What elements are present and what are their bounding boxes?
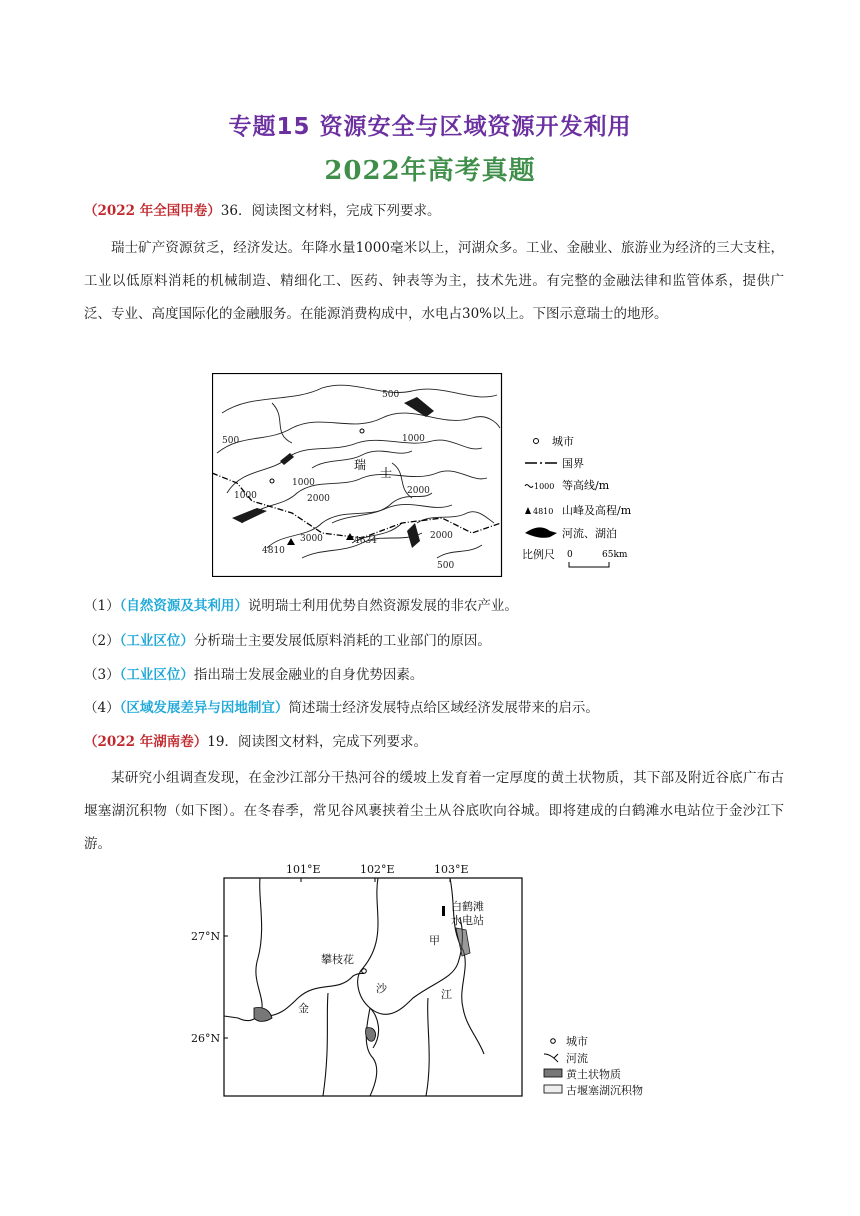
map-frame <box>213 374 502 577</box>
legend-city: 城市 <box>552 435 574 448</box>
latitude-label: 27°N <box>191 930 221 943</box>
legend-scale-end: 65km <box>602 550 628 560</box>
river-icon <box>544 1054 558 1062</box>
latitude-label: 26°N <box>191 1032 221 1045</box>
longitude-label: 102°E <box>360 863 395 876</box>
contour-label: 1000 <box>292 478 315 488</box>
map-legend <box>544 1035 643 1097</box>
station-label: 白鹤滩 <box>451 900 484 913</box>
contour-label: 2000 <box>430 531 453 541</box>
scale-bar <box>569 562 609 567</box>
legend-border: 国界 <box>562 457 584 470</box>
longitude-label: 101°E <box>286 863 321 876</box>
contour-label: 500 <box>382 390 400 400</box>
city-icon <box>362 969 367 974</box>
contour-label: 3000 <box>300 534 323 544</box>
contour-label: 1000 <box>402 434 425 444</box>
lake-sediment-icon <box>544 1085 562 1093</box>
city-icon <box>551 1039 556 1044</box>
legend-city: 城市 <box>566 1035 588 1048</box>
question-2-stem: 19．阅读图文材料，完成下列要求。 <box>207 734 427 750</box>
map-legend <box>522 435 632 567</box>
point-jia-label: 甲 <box>429 934 440 947</box>
water-icon <box>525 527 557 537</box>
contour-label: 1000 <box>234 491 257 501</box>
peak-elevation: 4810 <box>262 546 285 556</box>
legend-lake-sediment: 古堰塞湖沉积物 <box>566 1084 643 1097</box>
contour-label: 500 <box>437 561 455 571</box>
switzerland-terrain-map <box>212 373 672 577</box>
legend-river: 河流 <box>566 1052 588 1065</box>
legend-water: 河流、湖泊 <box>562 527 617 540</box>
river-label: 江 <box>441 988 452 1001</box>
loess-icon <box>544 1069 562 1077</box>
contour-icon <box>525 485 533 488</box>
question-1-material: 瑞士矿产资源贫乏，经济发达。年降水量1000毫米以上，河湖众多。工业、金融业、旅游业为经济的三大支柱，工业以低原料消耗的机械制造、精细化工、医药、钟表等为主，技术先进。有完整的金融法律和监管体系，提供广泛、专业、高度国际化的金融服务。在能源消费构成中，水电占30%以上。下图示意瑞士的地形。 <box>84 240 784 322</box>
peak-elevation: 4634 <box>354 536 377 546</box>
river-label: 金 <box>298 1002 309 1015</box>
jinsha-river-map <box>188 858 688 1104</box>
question-2-heading <box>84 732 784 752</box>
city-label: 攀枝花 <box>321 953 354 966</box>
question-1-source: （2022 年全国甲卷） <box>84 203 221 219</box>
subquestion-3: （3）（工业区位）指出瑞士发展金融业的自身优势因素。 <box>84 667 424 683</box>
city-icon <box>534 439 539 444</box>
station-label: 水电站 <box>451 914 484 927</box>
contour-label: 500 <box>222 436 240 446</box>
question-2-source: （2022 年湖南卷） <box>84 734 208 750</box>
question-1-stem: 36．阅读图文材料，完成下列要求。 <box>220 203 441 219</box>
question-1-heading <box>84 201 784 221</box>
legend-peak: 山峰及高程/m <box>562 504 632 517</box>
longitude-label: 103°E <box>434 863 469 876</box>
page-subtitle: 2022年高考真题 <box>324 156 536 186</box>
contour-label: 2000 <box>407 486 430 496</box>
legend-peak-sample: 4810 <box>533 507 554 516</box>
country-label: 士 <box>380 466 393 480</box>
legend-contour-sample: 1000 <box>534 482 555 491</box>
legend-loess: 黄土状物质 <box>566 1068 621 1081</box>
subquestion-4: （4）（区域发展差异与因地制宜）简述瑞士经济发展特点给区域经济发展带来的启示。 <box>84 700 599 716</box>
river-label: 沙 <box>376 982 387 995</box>
legend-contour: 等高线/m <box>562 479 610 492</box>
contour-label: 2000 <box>307 494 330 504</box>
legend-scale: 比例尺 <box>522 548 555 561</box>
peak-icon <box>525 507 531 514</box>
legend-scale-zero: 0 <box>567 550 573 560</box>
subquestion-2: （2）（工业区位）分析瑞士主要发展低原料消耗的工业部门的原因。 <box>84 633 491 649</box>
station-icon <box>442 906 445 916</box>
subquestion-1: （1）（自然资源及其利用）说明瑞士利用优势自然资源发展的非农产业。 <box>84 598 518 614</box>
country-label: 瑞 <box>354 458 367 472</box>
page-title: 专题15 资源安全与区域资源开发利用 <box>228 114 632 140</box>
question-2-material: 某研究小组调查发现，在金沙江部分干热河谷的缓坡上发育着一定厚度的黄土状物质，其下部及附近谷底广布古堰塞湖沉积物（如下图）。在冬春季，常见谷风裹挟着尘土从谷底吹向谷城。即将建成的白鹤滩水电站位于金沙江下游。 <box>84 770 784 852</box>
